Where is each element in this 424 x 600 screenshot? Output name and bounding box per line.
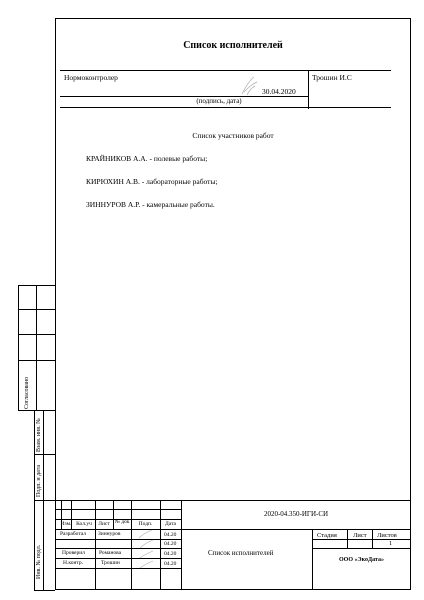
tb-header-list: Лист <box>98 521 110 527</box>
tb-row-name: Трошин <box>101 560 120 566</box>
tb-doc-name: Список исполнителей <box>208 549 274 557</box>
signoff-role: Нормоконтролер <box>64 73 118 82</box>
tb-row-name: Романова <box>99 550 122 556</box>
participant-item: КИРЮХИН А.В. - лабораторные работы; <box>86 177 218 186</box>
side-label-agreed: Согласовано <box>24 376 30 409</box>
tb-company: ООО «ЭкоДата» <box>339 557 384 563</box>
tb-row-role: Проверил <box>62 550 85 556</box>
tb-row-date: 04.20 <box>164 532 177 538</box>
participant-item: КРАЙНИКОВ А.А. - полевые работы; <box>86 154 208 163</box>
tb-row-role: Н.контр. <box>63 560 84 566</box>
tb-sheets-value: 1 <box>389 540 393 547</box>
tb-row-date: 04.20 <box>164 561 177 567</box>
tb-doc-code: 2020-04.350-ИГИ-СИ <box>263 510 329 518</box>
title-block-signatures <box>136 528 156 572</box>
side-label-sign-date: Подп. и дата <box>36 464 42 497</box>
tb-row-date: 04.20 <box>164 541 177 547</box>
tb-row-name: Зиннуров <box>98 531 121 537</box>
participants-title: Список участников работ <box>192 131 274 140</box>
tb-header-kol: Кол.уч <box>76 521 92 527</box>
tb-row-role: Разработал <box>60 531 87 537</box>
side-label-replace-inv: Взам. инв. № <box>36 418 42 452</box>
signature-scribble <box>238 74 260 98</box>
tb-header-sign: Подп. <box>138 521 153 527</box>
tb-header-doc: № док <box>114 519 130 525</box>
tb-header-izm: Изм. <box>60 521 72 527</box>
tb-row-date: 04.20 <box>164 551 177 557</box>
signoff-caption: (подпись, дата) <box>196 97 242 105</box>
signoff-name: Трошин И.С <box>312 73 352 82</box>
tb-header-date: Дата <box>165 521 176 527</box>
page-title: Список исполнителей <box>183 40 283 51</box>
tb-sheet-label: Лист <box>353 532 367 539</box>
side-label-inv-orig: Инв. № подл. <box>36 544 42 579</box>
signoff-date: 30.04.2020 <box>262 87 296 96</box>
tb-stage-label: Стадия <box>317 532 337 539</box>
participant-item: ЗИННУРОВ А.Р. - камеральные работы. <box>86 200 215 209</box>
tb-sheets-label: Листов <box>377 532 397 539</box>
